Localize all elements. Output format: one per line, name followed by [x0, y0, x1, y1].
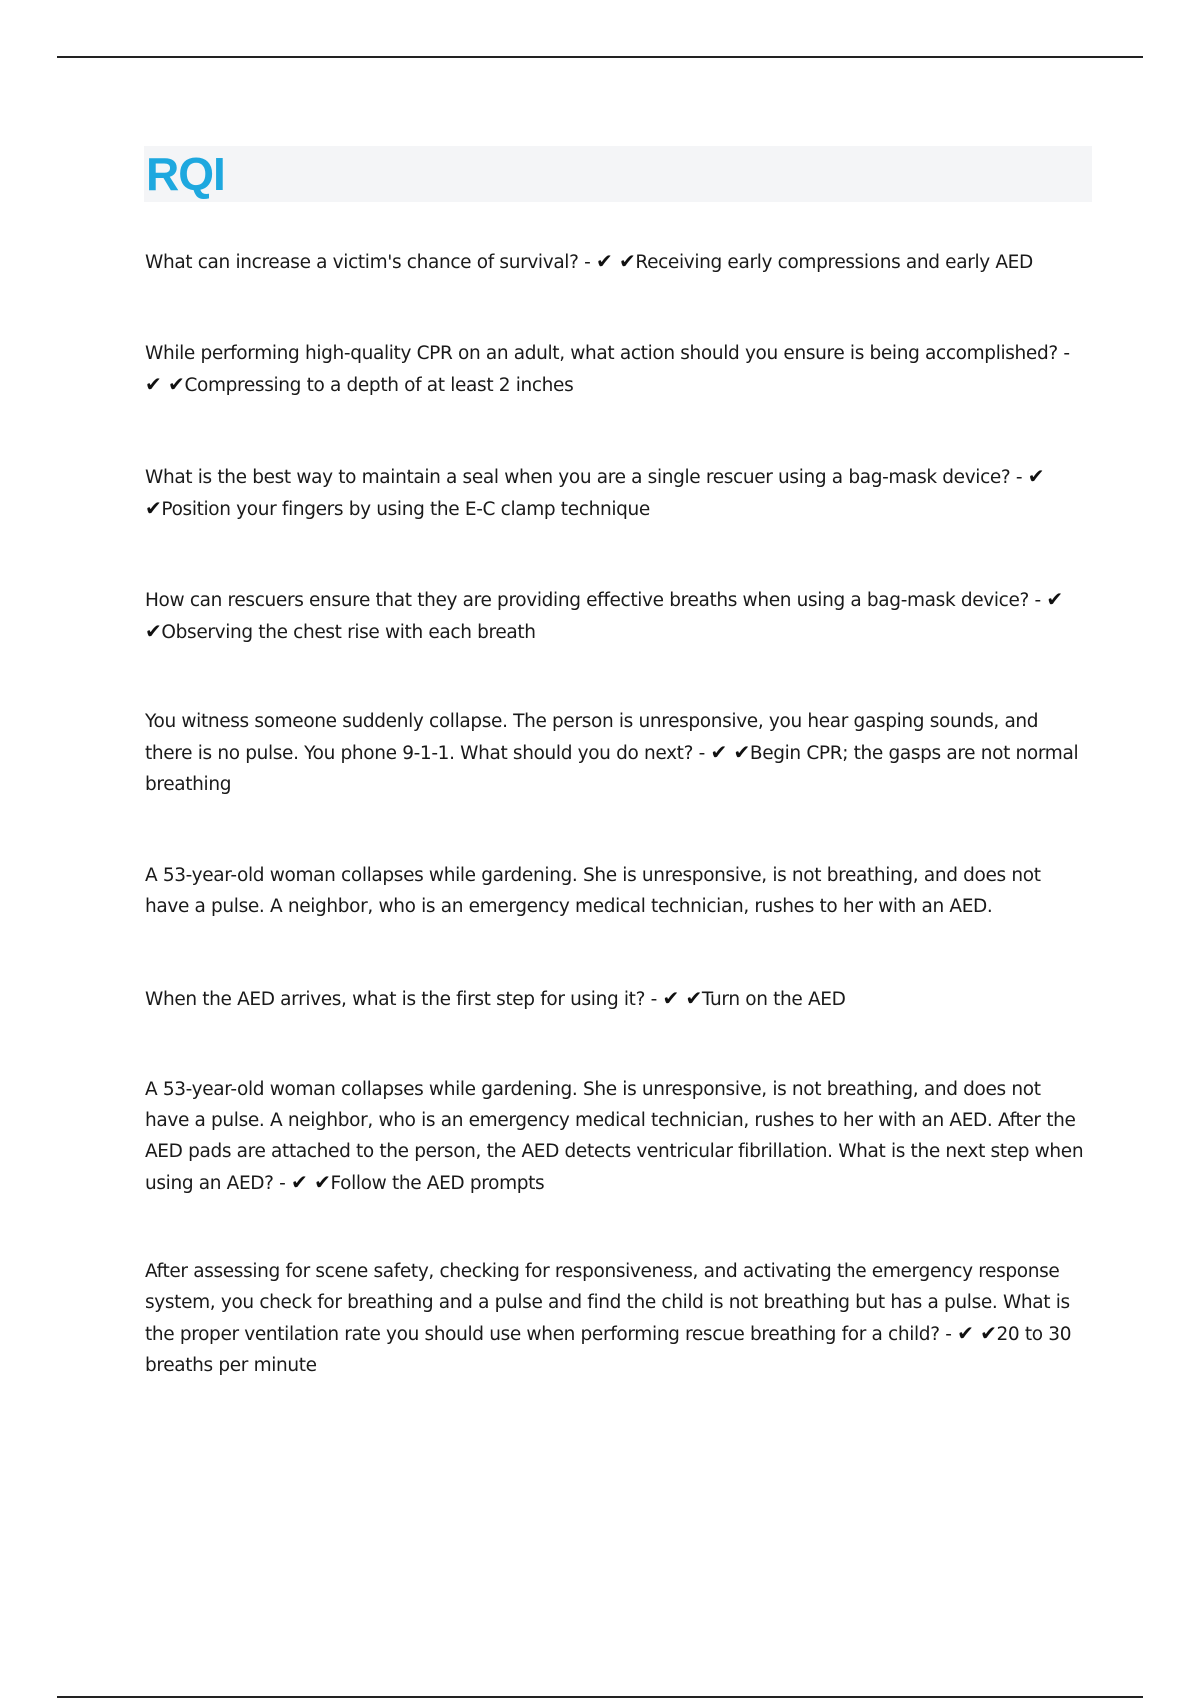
double-check-icon: ✔ ✔ — [145, 372, 185, 396]
answer-text: Position your fingers by using the E-C clamp technique — [161, 499, 650, 520]
answer-text: 20 to 30 breaths per minute — [145, 1324, 1072, 1376]
scenario-paragraph: A 53-year-old woman collapses while gardening. She is unresponsive, is not breathing, and does not have a pulse. A neighbor, who is an emergency medical technician, rushes to her with an AED. — [145, 865, 1041, 917]
answer-text: Compressing to a depth of at least 2 inches — [184, 375, 574, 396]
double-check-icon: ✔ ✔ — [957, 1321, 997, 1345]
document-title: RQI — [146, 148, 225, 200]
question-text: How can rescuers ensure that they are providing effective breaths when using a bag-mask device? - — [145, 590, 1041, 611]
top-rule — [57, 56, 1143, 58]
answer-text: Receiving early compressions and early AED — [635, 252, 1033, 273]
question-text: After assessing for scene safety, checking for responsiveness, and activating the emergency response system, you check for breathing and a pulse and find the child is not breathing but has a pulse. What is the proper ventilation rate you should use when performing rescue breathing for a child? - — [145, 1261, 1070, 1345]
question-text: You witness someone suddenly collapse. The person is unresponsive, you hear gasping sounds, and there is no pulse. You phone 9-1-1. What should you do next? - — [145, 711, 1039, 764]
qa-item-3 — [145, 461, 1085, 525]
double-check-icon: ✔ ✔ — [595, 249, 636, 273]
double-check-icon: ✔ ✔ — [662, 986, 702, 1010]
question-text: A 53-year-old woman collapses while gardening. She is unresponsive, is not breathing, and does not have a pulse. A neighbor, who is an emergency medical technician, rushes to her with an AED. After the AED pads are attached to the person, the AED detects ventricular fibrillation. What is the next step when using an AED? - — [145, 1079, 1084, 1194]
qa-item-9 — [145, 1256, 1085, 1381]
answer-text: Follow the AED prompts — [330, 1173, 545, 1194]
qa-item-2 — [145, 338, 1085, 401]
double-check-icon: ✔ ✔ — [710, 740, 750, 764]
scenario-text — [145, 860, 1085, 922]
question-text: While performing high-quality CPR on an adult, what action should you ensure is being accomplished? - — [145, 343, 1070, 364]
qa-item-5 — [145, 706, 1085, 800]
double-check-icon: ✔ ✔ — [291, 1170, 331, 1194]
question-text: When the AED arrives, what is the first step for using it? - — [145, 989, 657, 1010]
qa-item-4 — [145, 584, 1085, 648]
qa-item-1 — [145, 246, 1085, 278]
answer-text: Observing the chest rise with each breath — [161, 622, 536, 643]
answer-text: Turn on the AED — [701, 989, 846, 1010]
qa-item-7 — [145, 983, 1085, 1015]
bottom-rule — [57, 1696, 1143, 1698]
answer-text: Begin CPR; the gasps are not normal breathing — [145, 743, 1079, 795]
question-text: What can increase a victim's chance of survival? - — [145, 252, 591, 273]
qa-item-8 — [145, 1074, 1085, 1199]
double-check-icon: ✔ ✔ — [145, 464, 1045, 520]
double-check-icon: ✔ ✔ — [145, 587, 1063, 643]
title-band — [144, 146, 1092, 202]
question-text: What is the best way to maintain a seal when you are a single rescuer using a bag-mask device? - — [145, 467, 1023, 488]
